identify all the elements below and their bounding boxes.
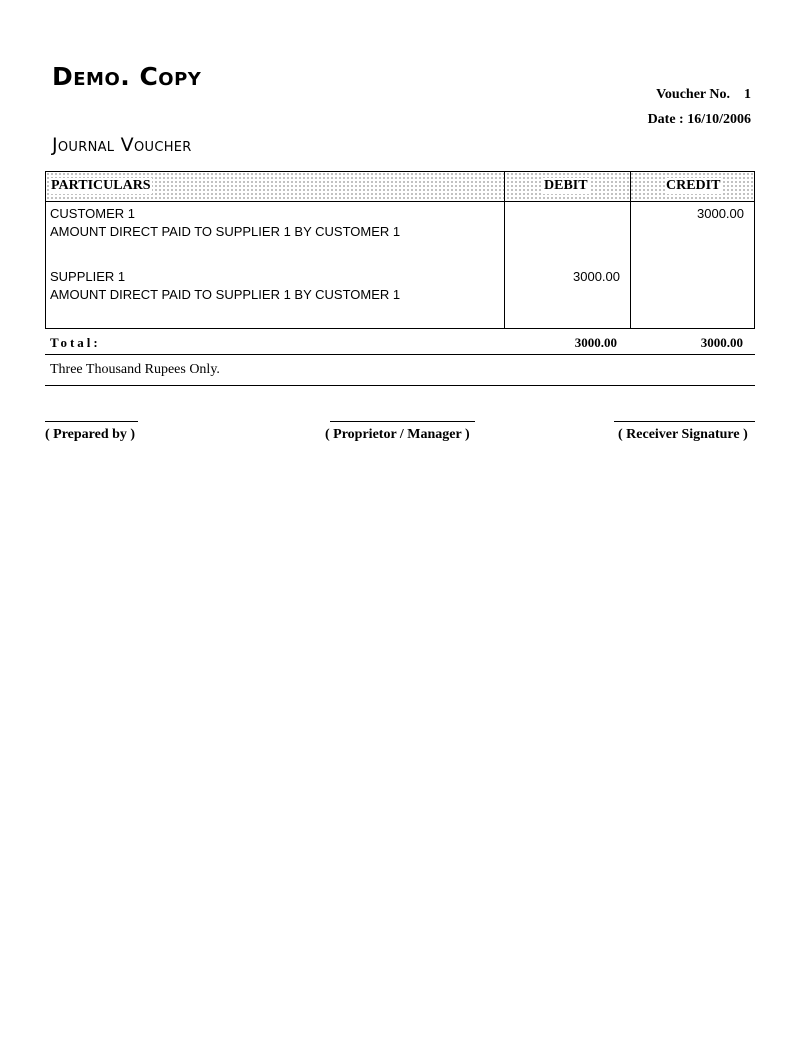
words-divider — [45, 385, 755, 386]
voucher-number-line — [656, 87, 751, 103]
receiver-signature-line — [614, 421, 755, 422]
voucher-date: Date : 16/10/2006 — [647, 112, 751, 127]
company-name: Demo. Copy — [52, 62, 202, 91]
total-label: Total: — [50, 335, 101, 350]
header-credit: CREDIT — [666, 178, 721, 193]
amount-in-words: Three Thousand Rupees Only. — [50, 362, 220, 377]
voucher-title: Journal Voucher — [52, 134, 192, 156]
receiver-signature-label: ( Receiver Signature ) — [618, 427, 748, 442]
entry-debit: 3000.00 — [573, 269, 620, 284]
column-divider-credit — [630, 172, 631, 328]
entry-narration: AMOUNT DIRECT PAID TO SUPPLIER 1 BY CUSTOMER 1 — [50, 224, 401, 239]
header-particulars: PARTICULARS — [51, 178, 151, 193]
voucher-number-label: Voucher No. — [656, 87, 730, 102]
proprietor-signature-line — [330, 421, 475, 422]
voucher-table — [45, 171, 755, 329]
proprietor-label: ( Proprietor / Manager ) — [325, 427, 470, 442]
entry-account: SUPPLIER 1 — [50, 269, 126, 284]
entry-account: CUSTOMER 1 — [50, 206, 135, 221]
total-divider — [45, 354, 755, 355]
column-divider-debit — [504, 172, 505, 328]
total-credit: 3000.00 — [700, 335, 743, 350]
table-header-row — [46, 172, 754, 202]
total-debit: 3000.00 — [574, 335, 617, 350]
header-debit: DEBIT — [544, 178, 588, 193]
entry-narration: AMOUNT DIRECT PAID TO SUPPLIER 1 BY CUSTOMER 1 — [50, 287, 401, 302]
entry-credit: 3000.00 — [697, 206, 744, 221]
voucher-number-value: 1 — [744, 87, 751, 102]
prepared-by-signature-line — [45, 421, 138, 422]
prepared-by-label: ( Prepared by ) — [45, 427, 136, 442]
